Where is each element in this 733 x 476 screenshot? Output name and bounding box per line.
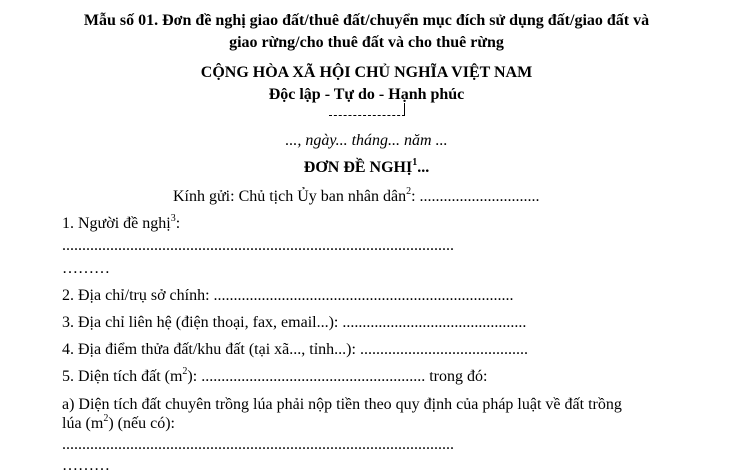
rice-dots: .................................................................................................. [62,436,454,453]
area-prefix: 5. Diện tích đất (m [62,368,183,385]
recipient-label: Kính gửi: Chủ tịch Ủy ban nhân dân [173,188,407,205]
date-line: ..., ngày... tháng... năm ... [285,132,448,149]
rice-superscript: 2 [103,412,109,424]
recipient-line [173,187,540,207]
document-title-footnote: 1 [412,156,418,168]
motto-separator [329,115,405,116]
address-line: 2. Địa chỉ/trụ sở chính: ........................................................................... [62,287,514,304]
rice-dots-2: ……… [62,457,110,474]
nation-heading: CỘNG HÒA XÃ HỘI CHỦ NGHĨA VIỆT NAM [200,64,533,81]
location-line: 4. Địa điểm thửa đất/khu đất (tại xã..., tỉnh...): .......................................... [62,341,528,358]
area-superscript: 2 [182,365,188,377]
document-title-text: ĐƠN ĐỀ NGHỊ [303,159,413,176]
form-title-line1: Mẫu số 01. Đơn đề nghị giao đất/thuê đất/chuyển mục đích sử dụng đất/giao đất và [83,12,650,29]
rice-line-2 [62,414,175,434]
applicant-label: 1. Người đề nghị [62,215,171,232]
area-line [62,367,487,387]
applicant-line [62,214,180,234]
applicant-dots-2: ……… [62,260,110,277]
recipient-footnote: 2 [406,185,412,197]
rice-line-1: a) Diện tích đất chuyên trồng lúa phải nộp tiền theo quy định của pháp luật về đất trồng [62,396,622,413]
document-title-suffix: ... [417,159,430,176]
applicant-dots: .................................................................................................. [62,237,454,254]
motto-separator-tick [404,103,405,116]
area-suffix: ): ........................................................ trong đó: [187,368,488,385]
rice-suffix: ) (nếu có): [108,415,175,432]
applicant-colon: : [175,215,181,232]
form-title-line2: giao rừng/cho thuê đất và cho thuê rừng [229,34,504,51]
applicant-footnote: 3 [170,212,176,224]
contact-line: 3. Địa chỉ liên hệ (điện thoại, fax, email...): .............................................. [62,314,527,331]
document-title [0,158,733,178]
motto-heading: Độc lập - Tự do - Hạnh phúc [268,86,465,103]
recipient-fill: : .............................. [411,188,540,205]
rice-prefix: lúa (m [62,415,104,432]
